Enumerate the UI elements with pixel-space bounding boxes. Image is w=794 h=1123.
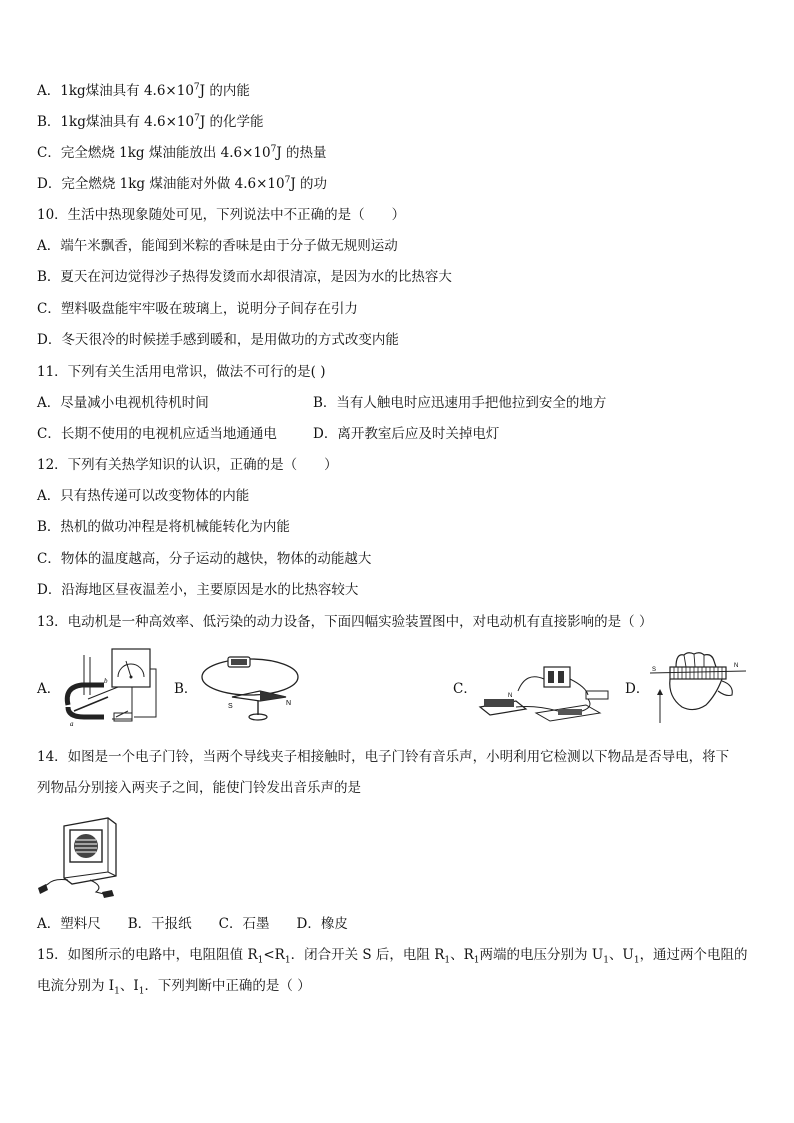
q9-option-b-text: B．1kg煤油具有 4.6×10 [37, 114, 195, 130]
q14-options: A．塑料尺 B．干报纸 C．石墨 D．橡皮 [37, 916, 348, 932]
q10-stem: 10．生活中热现象随处可见，下列说法中不正确的是（ ） [37, 207, 406, 223]
figure-a-label-a: a [70, 720, 74, 727]
q15-text: 15．如图所示的电路中，电阻阻值 R [37, 947, 258, 963]
q9-option-c [37, 143, 327, 163]
q10-option-d: D．冬天很冷的时候搓手感到暖和，是用做功的方式改变内能 [37, 332, 399, 348]
subscript: 1 [284, 955, 291, 966]
q15-text: 、U [608, 947, 634, 963]
q13-figure-b-oersted-experiment [198, 653, 308, 725]
subscript: 1 [138, 986, 145, 997]
exponent: 7 [284, 175, 291, 186]
figure-c-label-n: N [508, 693, 513, 699]
q13-label-a: A． [37, 681, 61, 697]
q12-option-b: B．热机的做功冲程是将机械能转化为内能 [37, 519, 290, 535]
q12-option-d: D．沿海地区昼夜温差小，主要原因是水的比热容较大 [37, 582, 359, 598]
q11-stem: 11．下列有关生活用电常识，做法不可行的是( ) [37, 364, 326, 380]
figure-d-label-s: S [652, 667, 657, 673]
q15-stem-line1 [37, 945, 748, 965]
subscript: 1 [257, 955, 264, 966]
exponent: 7 [193, 82, 200, 93]
subscript: 1 [444, 955, 451, 966]
q15-text: ，通过两个电阻的 [639, 947, 748, 963]
q11-options-row1 [37, 393, 607, 413]
q13-figure-c-motor-circuit [476, 657, 612, 723]
q13-figure-d-right-hand-rule [648, 651, 748, 725]
q15-text: ．下列判断中正确的是（ ） [144, 978, 311, 994]
q9-option-a-text: A．1kg煤油具有 4.6×10 [37, 83, 194, 99]
q13-stem: 13．电动机是一种高效率、低污染的动力设备，下面四幅实验装置图中，对电动机有直接影响的是（ ） [37, 614, 653, 630]
q9-option-d [37, 174, 327, 194]
q9-option-b [37, 112, 264, 132]
figure-d-label-n: N [734, 663, 739, 669]
subscript: 1 [473, 955, 480, 966]
q9-option-a-text-end: J 的内能 [199, 83, 250, 99]
q11-option-a: A．尽量减小电视机待机时间 [37, 395, 209, 411]
exponent: 7 [270, 144, 277, 155]
q9-option-a [37, 81, 250, 101]
q15-text: 电流分别为 I [37, 978, 115, 994]
q13-label-b: B． [174, 681, 198, 697]
figure-b-label-n: N [286, 700, 292, 707]
exponent: 7 [194, 113, 200, 124]
subscript: 1 [633, 955, 640, 966]
q9-option-b-text-end: J 的化学能 [199, 114, 264, 130]
q14-stem-line1: 14．如图是一个电子门铃，当两个导线夹子相接触时，电子门铃有音乐声，小明利用它检测以下物品是否导电，将下 [37, 749, 730, 765]
subscript: 1 [114, 986, 120, 997]
q13-figure-a-electromagnetic-induction [60, 647, 164, 727]
q12-option-c: C．物体的温度越高，分子运动的越快，物体的动能越大 [37, 551, 372, 567]
q15-text: ．闭合开关 S 后，电阻 R [290, 947, 445, 963]
q13-label-d: D． [625, 681, 650, 697]
q9-option-c-text: C．完全燃烧 1kg 煤油能放出 4.6×10 [37, 145, 271, 161]
q15-text: <R [263, 947, 285, 963]
q11-option-d: D．离开教室后应及时关掉电灯 [313, 426, 500, 442]
q9-option-d-text-end: J 的功 [290, 176, 328, 192]
q10-option-a: A．端午米飘香，能闻到米粽的香味是由于分子做无规则运动 [37, 238, 398, 254]
q15-stem-line2 [37, 976, 311, 996]
q10-option-b: B．夏天在河边觉得沙子热得发烫而水却很清凉，是因为水的比热容大 [37, 269, 452, 285]
q12-option-a: A．只有热传递可以改变物体的内能 [37, 488, 250, 504]
q11-options-row2 [37, 424, 500, 444]
q14-figure-electronic-doorbell [34, 814, 144, 898]
q10-option-c: C．塑料吸盘能牢牢吸在玻璃上，说明分子间存在引力 [37, 301, 358, 317]
q9-option-d-text: D．完全燃烧 1kg 煤油能对外做 4.6×10 [37, 176, 285, 192]
figure-a-label-b: b [104, 677, 108, 685]
q15-text: 、I [119, 978, 139, 994]
q9-option-c-text-end: J 的热量 [276, 145, 327, 161]
q12-stem: 12．下列有关热学知识的认识，正确的是（ ） [37, 457, 338, 473]
subscript: 1 [603, 955, 609, 966]
q15-text: 、R [450, 947, 474, 963]
figure-b-label-s: S [228, 703, 233, 710]
q15-text: 两端的电压分别为 U [479, 947, 604, 963]
q11-option-c: C．长期不使用的电视机应适当地通通电 [37, 426, 277, 442]
q11-option-b: B．当有人触电时应迅速用手把他拉到安全的地方 [313, 395, 607, 411]
q14-stem-line2: 列物品分别接入两夹子之间，能使门铃发出音乐声的是 [37, 780, 361, 796]
q13-label-c: C． [453, 681, 477, 697]
